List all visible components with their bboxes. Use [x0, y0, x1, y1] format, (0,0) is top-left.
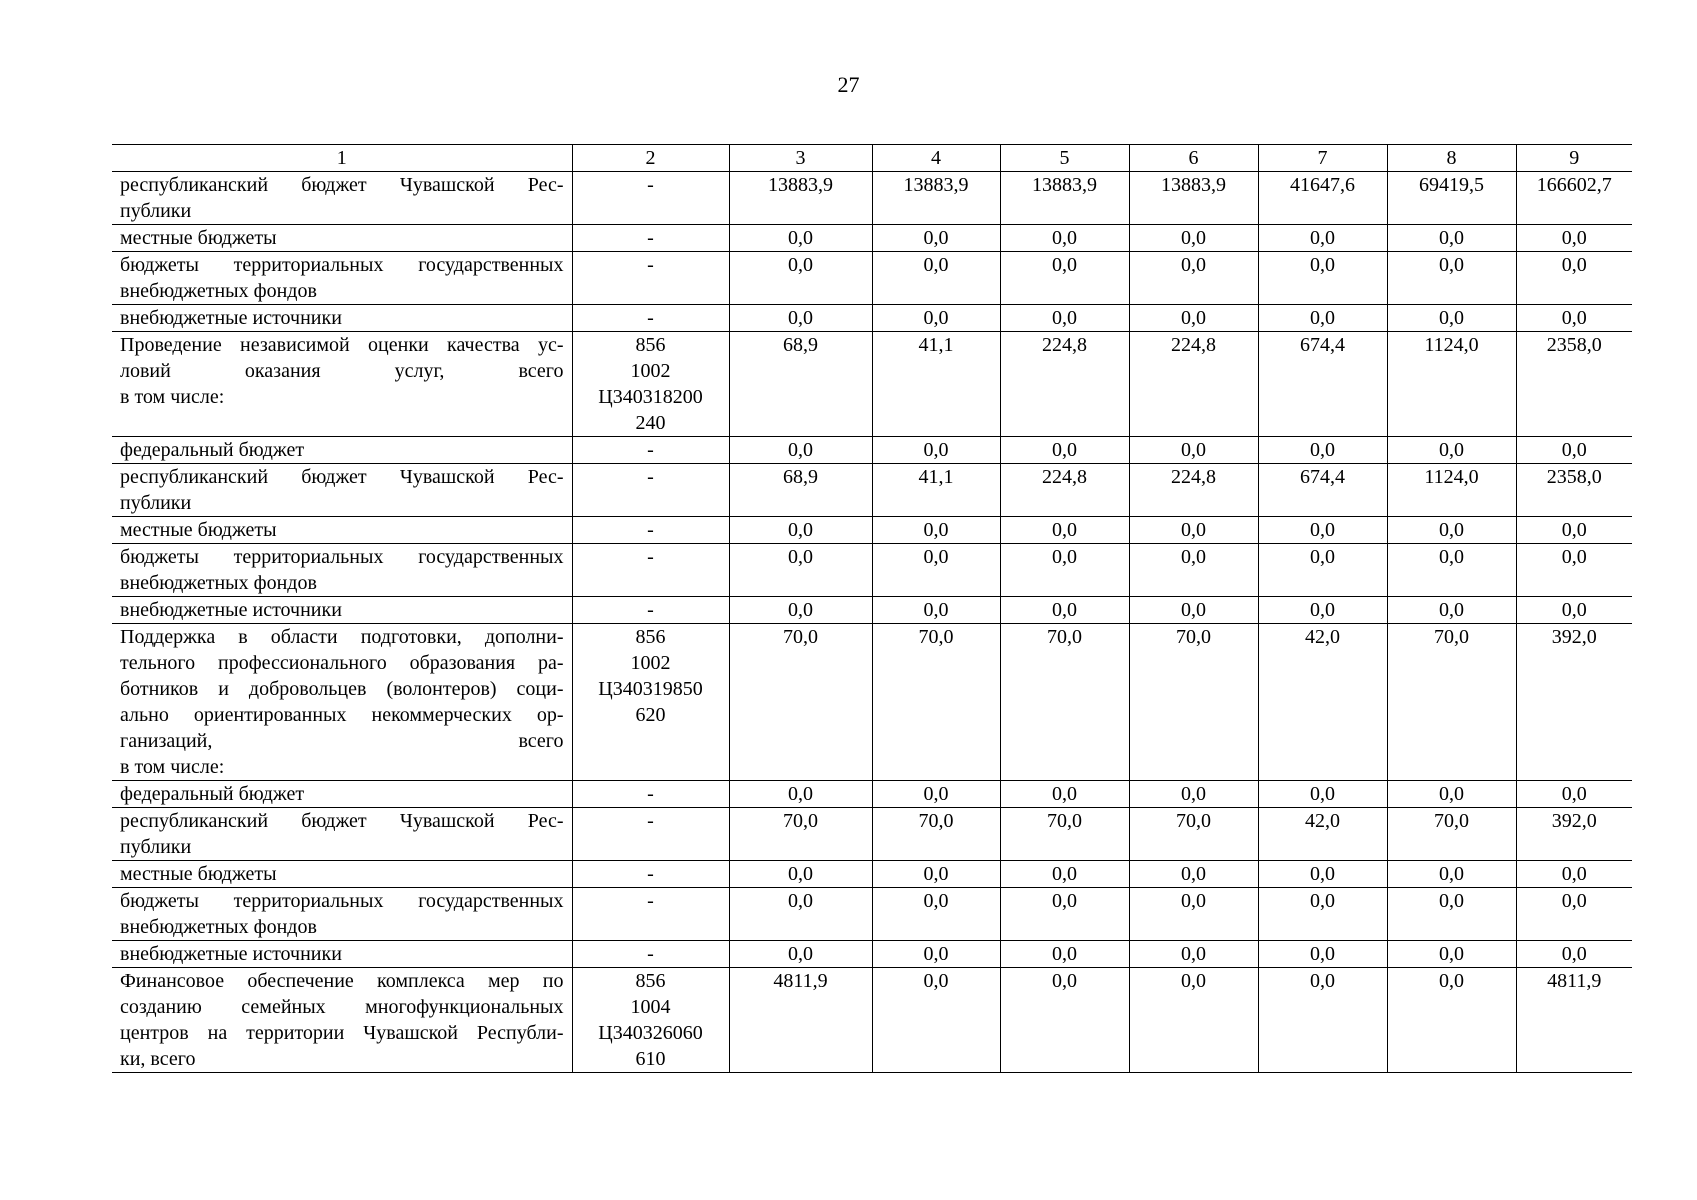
row-name-line: тельного профессионального образования ра- [120, 652, 564, 674]
value-cell: 0,0 [1387, 225, 1516, 252]
value-cell: 13883,9 [872, 172, 1000, 225]
value-cell: 0,0 [1129, 781, 1258, 808]
value-cell: 674,4 [1258, 332, 1387, 437]
row-name-line: внебюджетных фондов [120, 572, 317, 594]
value-cell: 69419,5 [1387, 172, 1516, 225]
value-cell: 0,0 [729, 305, 872, 332]
value-cell: 0,0 [1516, 861, 1632, 888]
row-name-line: ганизаций, всего [120, 730, 564, 752]
value-cell: 0,0 [872, 781, 1000, 808]
table-row [112, 225, 1632, 252]
row-name-line: внебюджетные источники [120, 943, 342, 965]
value-cell: 4811,9 [729, 968, 872, 1073]
budget-code-cell [572, 888, 729, 941]
row-name-line: республиканский бюджет Чувашской Рес- [120, 466, 564, 488]
value-cell: 0,0 [1129, 941, 1258, 968]
table-row [112, 544, 1632, 597]
value-cell: 0,0 [1000, 861, 1129, 888]
budget-code-cell [572, 332, 729, 437]
value-cell: 0,0 [1258, 305, 1387, 332]
budget-code-line: 620 [635, 704, 666, 726]
value-cell: 70,0 [1387, 808, 1516, 861]
budget-code-cell [572, 305, 729, 332]
value-cell: 0,0 [872, 968, 1000, 1073]
value-cell: 1124,0 [1387, 464, 1516, 517]
budget-code-line: - [647, 439, 654, 461]
value-cell: 0,0 [1516, 252, 1632, 305]
value-cell: 0,0 [729, 225, 872, 252]
table-row [112, 597, 1632, 624]
budget-code-line: - [647, 599, 654, 621]
row-name-cell [112, 172, 572, 225]
budget-code-line: - [647, 254, 654, 276]
value-cell: 0,0 [1000, 252, 1129, 305]
row-name-cell [112, 968, 572, 1073]
value-cell: 70,0 [1000, 808, 1129, 861]
row-name-cell [112, 305, 572, 332]
value-cell: 0,0 [1258, 597, 1387, 624]
value-cell: 13883,9 [1129, 172, 1258, 225]
row-name-cell [112, 252, 572, 305]
value-cell: 0,0 [729, 781, 872, 808]
value-cell: 0,0 [1129, 544, 1258, 597]
value-cell: 13883,9 [1000, 172, 1129, 225]
value-cell: 0,0 [729, 941, 872, 968]
budget-code-cell [572, 861, 729, 888]
budget-code-line: 856 [635, 334, 666, 356]
value-cell: 70,0 [1129, 624, 1258, 781]
budget-code-cell [572, 517, 729, 544]
row-name-line: федеральный бюджет [120, 439, 305, 461]
row-name-cell [112, 861, 572, 888]
budget-code-cell [572, 941, 729, 968]
row-name-cell [112, 624, 572, 781]
row-name-line: местные бюджеты [120, 863, 277, 885]
row-name-line: бюджеты территориальных государственных [120, 890, 564, 912]
value-cell: 674,4 [1258, 464, 1387, 517]
row-name-cell [112, 332, 572, 437]
value-cell: 70,0 [1000, 624, 1129, 781]
table-row [112, 861, 1632, 888]
row-name-line: Финансовое обеспечение комплекса мер по [120, 970, 564, 992]
budget-code-line: - [647, 466, 654, 488]
value-cell: 0,0 [1387, 305, 1516, 332]
value-cell: 0,0 [1387, 888, 1516, 941]
column-header: 7 [1258, 145, 1387, 172]
row-name-line: в том числе: [120, 386, 225, 408]
row-name-line: бюджеты территориальных государственных [120, 546, 564, 568]
value-cell: 42,0 [1258, 808, 1387, 861]
table-row [112, 781, 1632, 808]
column-header: 1 [112, 145, 572, 172]
row-name-cell [112, 225, 572, 252]
table-row [112, 517, 1632, 544]
value-cell: 0,0 [1258, 252, 1387, 305]
row-name-line: федеральный бюджет [120, 783, 305, 805]
value-cell: 0,0 [1258, 544, 1387, 597]
value-cell: 0,0 [1129, 968, 1258, 1073]
row-name-line: местные бюджеты [120, 519, 277, 541]
value-cell: 166602,7 [1516, 172, 1632, 225]
value-cell: 0,0 [1258, 888, 1387, 941]
row-name-cell [112, 808, 572, 861]
value-cell: 0,0 [1000, 305, 1129, 332]
value-cell: 0,0 [872, 544, 1000, 597]
budget-code-line: Ц340319850 [598, 678, 703, 700]
value-cell: 4811,9 [1516, 968, 1632, 1073]
budget-code-cell [572, 597, 729, 624]
value-cell: 2358,0 [1516, 332, 1632, 437]
value-cell: 0,0 [729, 437, 872, 464]
value-cell: 0,0 [1000, 225, 1129, 252]
header-row [112, 145, 1632, 172]
value-cell: 0,0 [1129, 888, 1258, 941]
value-cell: 0,0 [1000, 517, 1129, 544]
value-cell: 41,1 [872, 464, 1000, 517]
row-name-line: публики [120, 200, 192, 222]
value-cell: 68,9 [729, 332, 872, 437]
row-name-line: созданию семейных многофункциональных [120, 996, 564, 1018]
row-name-line: ально ориентированных некоммерческих ор- [120, 704, 564, 726]
value-cell: 0,0 [872, 305, 1000, 332]
value-cell: 0,0 [1258, 517, 1387, 544]
table-row [112, 464, 1632, 517]
budget-code-cell [572, 252, 729, 305]
value-cell: 0,0 [729, 861, 872, 888]
value-cell: 70,0 [1387, 624, 1516, 781]
row-name-line: внебюджетных фондов [120, 916, 317, 938]
value-cell: 0,0 [1000, 781, 1129, 808]
value-cell: 0,0 [872, 597, 1000, 624]
value-cell: 0,0 [1516, 517, 1632, 544]
budget-code-cell [572, 464, 729, 517]
budget-code-line: - [647, 519, 654, 541]
value-cell: 0,0 [1129, 437, 1258, 464]
value-cell: 0,0 [1000, 544, 1129, 597]
row-name-cell [112, 437, 572, 464]
value-cell: 0,0 [1000, 941, 1129, 968]
row-name-line: ки, всего [120, 1048, 196, 1070]
value-cell: 0,0 [1000, 437, 1129, 464]
value-cell: 0,0 [872, 437, 1000, 464]
value-cell: 42,0 [1258, 624, 1387, 781]
table-row [112, 332, 1632, 437]
budget-table [112, 144, 1632, 1073]
value-cell: 0,0 [1129, 252, 1258, 305]
budget-code-line: - [647, 810, 654, 832]
value-cell: 392,0 [1516, 624, 1632, 781]
value-cell: 0,0 [1000, 968, 1129, 1073]
value-cell: 0,0 [872, 861, 1000, 888]
value-cell: 0,0 [729, 517, 872, 544]
budget-code-cell [572, 225, 729, 252]
value-cell: 224,8 [1000, 332, 1129, 437]
value-cell: 0,0 [1387, 517, 1516, 544]
table-row [112, 172, 1632, 225]
value-cell: 41647,6 [1258, 172, 1387, 225]
row-name-cell [112, 464, 572, 517]
value-cell: 0,0 [1516, 597, 1632, 624]
value-cell: 68,9 [729, 464, 872, 517]
page-number: 27 [837, 72, 860, 97]
value-cell: 0,0 [1387, 781, 1516, 808]
budget-code-line: - [647, 943, 654, 965]
value-cell: 0,0 [1258, 225, 1387, 252]
value-cell: 70,0 [729, 808, 872, 861]
budget-code-cell [572, 968, 729, 1073]
value-cell: 41,1 [872, 332, 1000, 437]
row-name-cell [112, 544, 572, 597]
value-cell: 0,0 [729, 597, 872, 624]
row-name-line: в том числе: [120, 756, 225, 778]
row-name-line: республиканский бюджет Чувашской Рес- [120, 810, 564, 832]
value-cell: 224,8 [1129, 464, 1258, 517]
value-cell: 0,0 [1258, 437, 1387, 464]
column-header: 3 [729, 145, 872, 172]
table-row [112, 941, 1632, 968]
table-row [112, 888, 1632, 941]
value-cell: 0,0 [1129, 517, 1258, 544]
value-cell: 70,0 [872, 624, 1000, 781]
value-cell: 0,0 [872, 252, 1000, 305]
budget-code-line: - [647, 783, 654, 805]
row-name-line: Поддержка в области подготовки, дополни- [120, 626, 564, 648]
row-name-line: Проведение независимой оценки качества ус- [120, 334, 564, 356]
row-name-line: бюджеты территориальных государственных [120, 254, 564, 276]
row-name-cell [112, 781, 572, 808]
row-name-line: республиканский бюджет Чувашской Рес- [120, 174, 564, 196]
value-cell: 0,0 [1258, 968, 1387, 1073]
row-name-line: местные бюджеты [120, 227, 277, 249]
budget-code-line: 610 [635, 1048, 666, 1070]
budget-code-line: - [647, 307, 654, 329]
value-cell: 0,0 [1516, 781, 1632, 808]
value-cell: 0,0 [1387, 861, 1516, 888]
row-name-line: ловий оказания услуг, всего [120, 360, 564, 382]
value-cell: 0,0 [1516, 225, 1632, 252]
budget-code-cell [572, 172, 729, 225]
budget-code-line: 1004 [630, 996, 671, 1018]
value-cell: 1124,0 [1387, 332, 1516, 437]
value-cell: 0,0 [1387, 437, 1516, 464]
budget-code-line: 240 [635, 412, 666, 434]
value-cell: 70,0 [872, 808, 1000, 861]
value-cell: 0,0 [1387, 597, 1516, 624]
row-name-cell [112, 888, 572, 941]
value-cell: 2358,0 [1516, 464, 1632, 517]
value-cell: 0,0 [1516, 941, 1632, 968]
value-cell: 0,0 [729, 544, 872, 597]
table-row [112, 624, 1632, 781]
row-name-cell [112, 941, 572, 968]
value-cell: 0,0 [1516, 888, 1632, 941]
column-header: 5 [1000, 145, 1129, 172]
column-header: 6 [1129, 145, 1258, 172]
value-cell: 0,0 [1387, 544, 1516, 597]
budget-code-line: - [647, 863, 654, 885]
value-cell: 224,8 [1000, 464, 1129, 517]
budget-code-line: 856 [635, 626, 666, 648]
value-cell: 0,0 [1258, 941, 1387, 968]
value-cell: 0,0 [729, 252, 872, 305]
value-cell: 0,0 [872, 225, 1000, 252]
value-cell: 70,0 [729, 624, 872, 781]
table-row [112, 437, 1632, 464]
budget-code-line: Ц340326060 [598, 1022, 703, 1044]
column-header: 2 [572, 145, 729, 172]
value-cell: 0,0 [872, 888, 1000, 941]
table-row [112, 252, 1632, 305]
column-header: 9 [1516, 145, 1632, 172]
value-cell: 0,0 [729, 888, 872, 941]
budget-code-cell [572, 437, 729, 464]
column-header: 4 [872, 145, 1000, 172]
value-cell: 0,0 [1387, 941, 1516, 968]
row-name-line: центров на территории Чувашской Республи- [120, 1022, 564, 1044]
value-cell: 0,0 [872, 517, 1000, 544]
budget-code-line: - [647, 890, 654, 912]
value-cell: 70,0 [1129, 808, 1258, 861]
value-cell: 224,8 [1129, 332, 1258, 437]
value-cell: 0,0 [1129, 225, 1258, 252]
budget-code-cell [572, 808, 729, 861]
budget-code-line: - [647, 174, 654, 196]
value-cell: 13883,9 [729, 172, 872, 225]
value-cell: 392,0 [1516, 808, 1632, 861]
budget-code-cell [572, 624, 729, 781]
value-cell: 0,0 [1516, 544, 1632, 597]
budget-code-line: 856 [635, 970, 666, 992]
budget-code-line: - [647, 227, 654, 249]
row-name-cell [112, 597, 572, 624]
value-cell: 0,0 [1000, 888, 1129, 941]
value-cell: 0,0 [1000, 597, 1129, 624]
value-cell: 0,0 [1129, 861, 1258, 888]
value-cell: 0,0 [1387, 252, 1516, 305]
row-name-line: внебюджетные источники [120, 599, 342, 621]
row-name-line: внебюджетных фондов [120, 280, 317, 302]
row-name-cell [112, 517, 572, 544]
row-name-line: ботников и добровольцев (волонтеров) соци- [120, 678, 564, 700]
value-cell: 0,0 [1129, 305, 1258, 332]
row-name-line: внебюджетные источники [120, 307, 342, 329]
row-name-line: публики [120, 836, 192, 858]
row-name-line: публики [120, 492, 192, 514]
table-row [112, 305, 1632, 332]
value-cell: 0,0 [1516, 437, 1632, 464]
budget-code-line: 1002 [630, 652, 671, 674]
value-cell: 0,0 [1258, 781, 1387, 808]
value-cell: 0,0 [1129, 597, 1258, 624]
value-cell: 0,0 [872, 941, 1000, 968]
value-cell: 0,0 [1516, 305, 1632, 332]
budget-code-cell [572, 781, 729, 808]
value-cell: 0,0 [1258, 861, 1387, 888]
budget-code-line: - [647, 546, 654, 568]
budget-code-line: 1002 [630, 360, 671, 382]
budget-code-cell [572, 544, 729, 597]
table-row [112, 968, 1632, 1073]
budget-code-line: Ц340318200 [598, 386, 703, 408]
value-cell: 0,0 [1387, 968, 1516, 1073]
column-header: 8 [1387, 145, 1516, 172]
table-row [112, 808, 1632, 861]
